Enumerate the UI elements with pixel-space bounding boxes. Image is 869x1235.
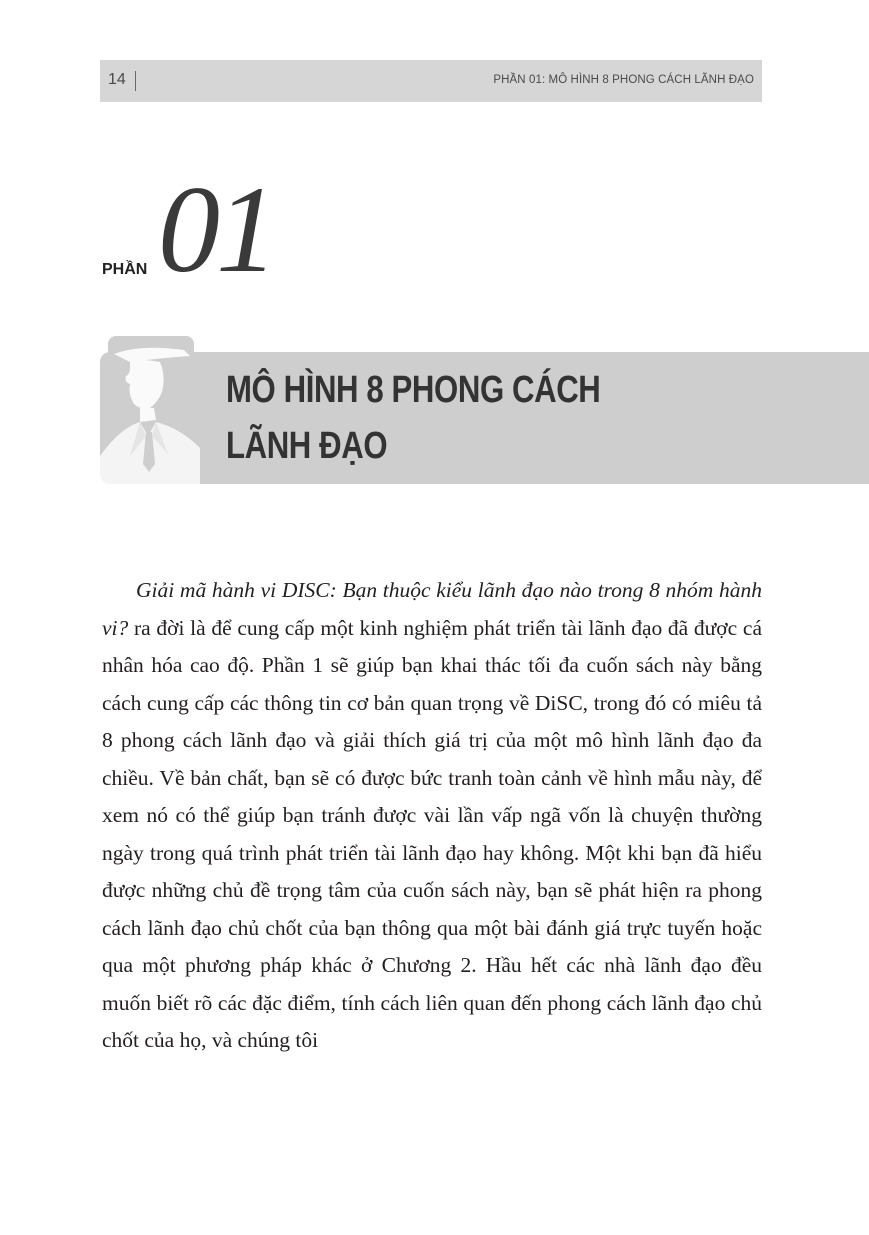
- chapter-title: [226, 362, 718, 474]
- chapter-title-line2: LÃNH ĐẠO: [226, 425, 388, 467]
- body-text: ra đời là để cung cấp một kinh nghiệm phát triển tài lãnh đạo đã được cá nhân hóa cao độ. Phần 1 sẽ giúp bạn khai thác tối đa cuốn sách này bằng cách cung cấp các thông tin cơ bản quan trọng về DiSC, trong đó có miêu tả 8 phong cách lãnh đạo và giải thích giá trị của một mô hình lãnh đạo đa chiều. Về bản chất, bạn sẽ có được bức tranh toàn cảnh về hình mẫu này, để xem nó có thể giúp bạn tránh được vài lần vấp ngã vốn là chuyện thường ngày trong quá trình phát triển tài lãnh đạo hay không. Một khi bạn đã hiểu được những chủ đề trọng tâm của cuốn sách này, bạn sẽ phát hiện ra phong cách lãnh đạo chủ chốt của bạn thông qua một bài đánh giá trực tuyến hoặc qua một phương pháp khác ở Chương 2. Hầu hết các nhà lãnh đạo đều muốn biết rõ các đặc điểm, tính cách liên quan đến phong cách lãnh đạo chủ chốt của họ, và chúng tôi: [102, 615, 762, 1052]
- body-paragraph: [102, 572, 762, 1060]
- chapter-title-line1: MÔ HÌNH 8 PHONG CÁCH: [226, 369, 601, 411]
- part-label: PHẦN: [102, 261, 148, 278]
- part-number: 01: [158, 161, 274, 298]
- running-head-title: PHẦN 01: MÔ HÌNH 8 PHONG CÁCH LÃNH ĐẠO: [493, 74, 754, 86]
- book-title-reference: Giải mã hành vi DISC: Bạn thuộc kiểu lãnh đạo nào trong 8 nhóm hành vi?: [102, 578, 762, 640]
- header-divider: [135, 71, 136, 91]
- page-number: 14: [108, 71, 126, 88]
- running-header: [100, 60, 762, 102]
- leader-silhouette-icon: [100, 336, 210, 484]
